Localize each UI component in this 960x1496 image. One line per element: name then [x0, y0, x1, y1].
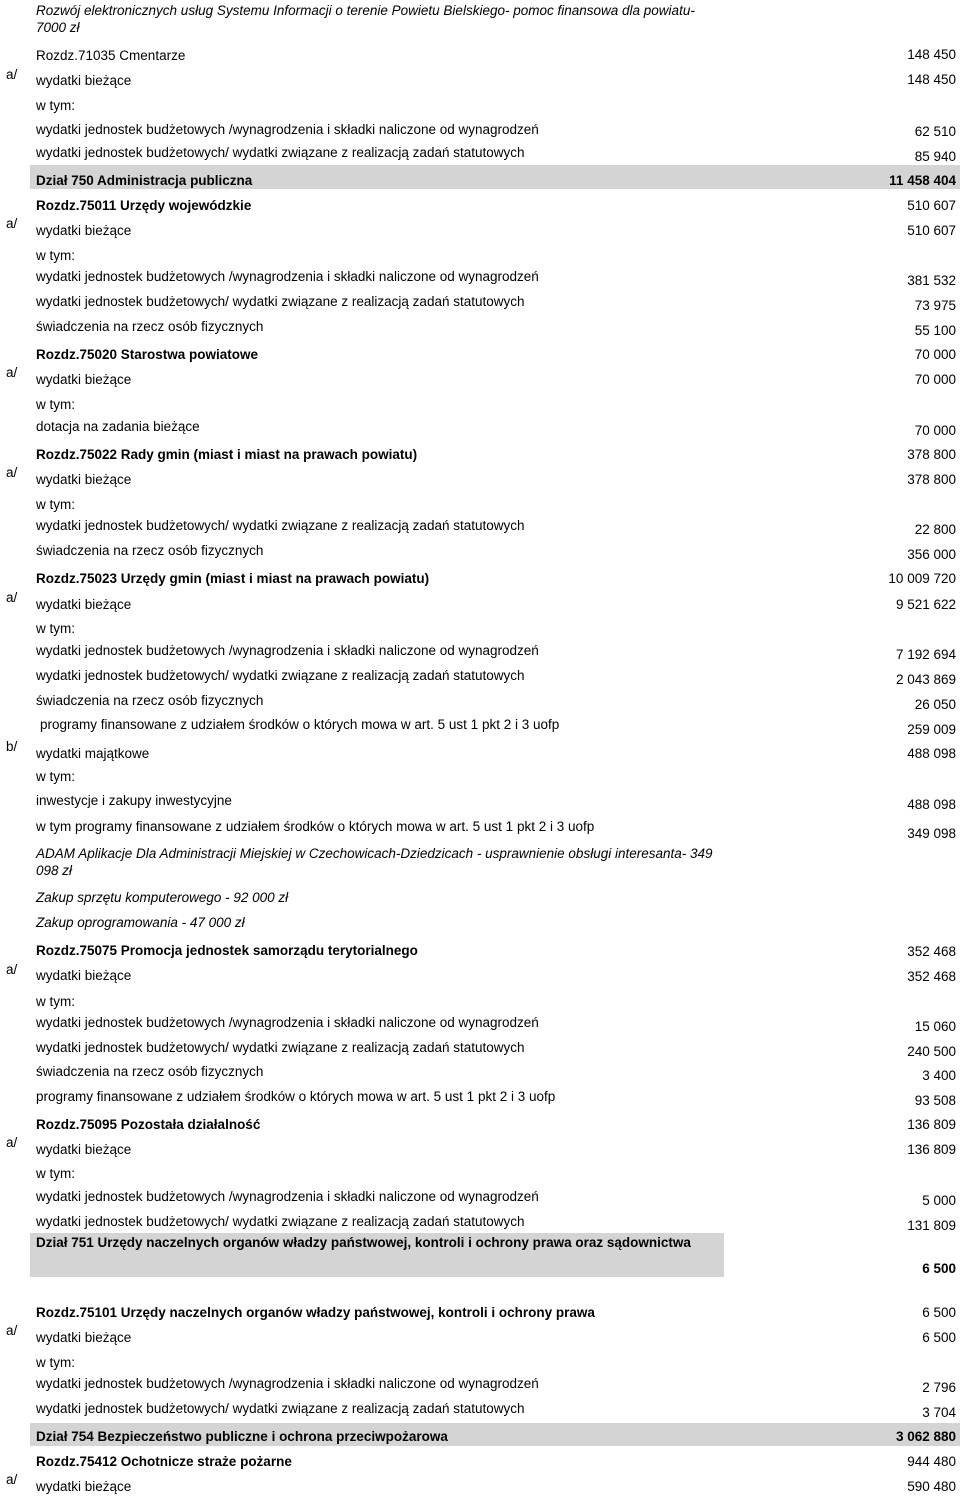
row-label: w tym: [36, 497, 75, 512]
row-amount: 6 500 [922, 1330, 956, 1345]
row-label: w tym programy finansowane z udziałem środków o których mowa w art. 5 ust 1 pkt 2 i 3 uofp [36, 819, 595, 834]
section-heading: Rozdz.75011 Urzędy wojewódzkie [36, 198, 252, 213]
row-label: Zakup sprzętu komputerowego - 92 000 zł [36, 890, 289, 905]
row-label: świadczenia na rzecz osób fizycznych [36, 693, 264, 708]
section-heading: Dział 751 Urzędy naczelnych organów władzy państwowej, kontroli i ochrony prawa oraz sądownictwa [36, 1235, 691, 1250]
row-amount: 148 450 [907, 72, 956, 87]
row-label: Rozwój elektronicznych usług Systemu Informacji o terenie Powietu Bielskiego- pomoc finansowa dla powiatu- 7000 zł [36, 3, 695, 35]
row-label: w tym: [36, 1355, 75, 1370]
row-label: ADAM Aplikacje Dla Administracji Miejskiej w Czechowicach-Dziedzicach - usprawnienie obsługi interesanta- 349 098 zł [36, 846, 713, 878]
row-label: wydatki bieżące [36, 73, 132, 88]
row-label: świadczenia na rzecz osób fizycznych [36, 543, 264, 558]
row-amount: 15 060 [914, 1019, 956, 1034]
row-amount: 136 809 [907, 1117, 956, 1132]
row-label: wydatki jednostek budżetowych/ wydatki związane z realizacją zadań statutowych [36, 294, 525, 309]
row-label: wydatki jednostek budżetowych /wynagrodzenia i składki naliczone od wynagrodzeń [36, 643, 539, 658]
row-label: Rozdz.71035 Cmentarze [36, 48, 186, 63]
row-amount: 2 796 [922, 1380, 956, 1395]
row-amount: 73 975 [914, 298, 956, 313]
row-amount: 3 062 880 [895, 1429, 956, 1444]
group-marker: a/ [6, 962, 18, 977]
group-marker: a/ [6, 1135, 18, 1150]
row-label: wydatki bieżące [36, 1479, 132, 1494]
row-amount: 488 098 [907, 746, 956, 761]
group-marker: a/ [6, 216, 18, 231]
row-label: świadczenia na rzecz osób fizycznych [36, 1064, 264, 1079]
row-label: wydatki jednostek budżetowych/ wydatki związane z realizacją zadań statutowych [36, 518, 525, 533]
section-heading: Rozdz.75101 Urzędy naczelnych organów władzy państwowej, kontroli i ochrony prawa [36, 1305, 595, 1320]
row-label: świadczenia na rzecz osób fizycznych [36, 319, 264, 334]
group-marker: a/ [6, 1472, 18, 1487]
row-label: w tym: [36, 769, 75, 784]
row-amount: 6 500 [922, 1305, 956, 1320]
row-amount: 70 000 [914, 347, 956, 362]
row-amount: 352 468 [907, 969, 956, 984]
row-label: wydatki jednostek budżetowych /wynagrodzenia i składki naliczone od wynagrodzeń [36, 1189, 539, 1204]
row-label: w tym: [36, 248, 75, 263]
row-label: wydatki bieżące [36, 472, 132, 487]
row-label: w tym: [36, 621, 75, 636]
group-marker: a/ [6, 590, 18, 605]
row-label: programy finansowane z udziałem środków o których mowa w art. 5 ust 1 pkt 2 i 3 uofp [40, 717, 560, 732]
row-label: wydatki bieżące [36, 597, 132, 612]
row-amount: 70 000 [914, 423, 956, 438]
row-label: wydatki bieżące [36, 1142, 132, 1157]
row-amount: 148 450 [907, 47, 956, 62]
row-amount: 11 458 404 [889, 173, 956, 188]
row-label: wydatki jednostek budżetowych/ wydatki związane z realizacją zadań statutowych [36, 1040, 525, 1055]
row-amount: 590 480 [907, 1479, 956, 1494]
section-heading: Rozdz.75022 Rady gmin (miast i miast na prawach powiatu) [36, 447, 418, 462]
row-amount: 356 000 [907, 547, 956, 562]
row-label: wydatki jednostek budżetowych/ wydatki związane z realizacją zadań statutowych [36, 1214, 525, 1229]
row-label: wydatki jednostek budżetowych/ wydatki związane z realizacją zadań statutowych [36, 668, 525, 683]
row-amount: 26 050 [914, 697, 956, 712]
row-label: wydatki jednostek budżetowych /wynagrodzenia i składki naliczone od wynagrodzeń [36, 1376, 539, 1391]
row-amount: 62 510 [914, 124, 956, 139]
row-amount: 349 098 [907, 826, 956, 841]
section-heading: Rozdz.75020 Starostwa powiatowe [36, 347, 259, 362]
row-amount: 136 809 [907, 1142, 956, 1157]
row-label: inwestycje i zakupy inwestycyjne [36, 793, 232, 808]
row-amount: 381 532 [907, 273, 956, 288]
row-amount: 352 468 [907, 944, 956, 959]
row-amount: 240 500 [907, 1044, 956, 1059]
section-heading: Dział 750 Administracja publiczna [36, 173, 253, 188]
group-marker: a/ [6, 67, 18, 82]
row-amount: 510 607 [907, 223, 956, 238]
group-marker: b/ [6, 739, 18, 754]
row-amount: 9 521 622 [895, 597, 956, 612]
row-amount: 378 800 [907, 447, 956, 462]
row-label: w tym: [36, 1166, 75, 1181]
row-amount: 259 009 [907, 722, 956, 737]
row-amount: 10 009 720 [888, 571, 956, 586]
row-amount: 378 800 [907, 472, 956, 487]
row-amount: 131 809 [907, 1218, 956, 1233]
row-label: wydatki bieżące [36, 223, 132, 238]
row-amount: 2 043 869 [895, 672, 956, 687]
row-label: w tym: [36, 98, 75, 113]
section-heading: Rozdz.75023 Urzędy gmin (miast i miast na prawach powiatu) [36, 571, 430, 586]
group-marker: a/ [6, 465, 18, 480]
section-heading: Dział 754 Bezpieczeństwo publiczne i ochrona przeciwpożarowa [36, 1429, 448, 1444]
row-amount: 93 508 [914, 1093, 956, 1108]
row-label: w tym: [36, 397, 75, 412]
row-amount: 7 192 694 [895, 647, 956, 662]
row-amount: 55 100 [914, 323, 956, 338]
row-label: Zakup oprogramowania - 47 000 zł [36, 915, 245, 930]
row-amount: 6 500 [922, 1261, 956, 1276]
row-label: wydatki jednostek budżetowych /wynagrodzenia i składki naliczone od wynagrodzeń [36, 1015, 539, 1030]
row-label: wydatki bieżące [36, 968, 132, 983]
row-label: wydatki jednostek budżetowych /wynagrodzenia i składki naliczone od wynagrodzeń [36, 122, 539, 137]
row-label: wydatki jednostek budżetowych /wynagrodzenia i składki naliczone od wynagrodzeń [36, 269, 539, 284]
row-label: wydatki jednostek budżetowych/ wydatki związane z realizacją zadań statutowych [36, 1401, 525, 1416]
row-label: dotacja na zadania bieżące [36, 419, 200, 434]
row-amount: 5 000 [922, 1193, 956, 1208]
group-marker: a/ [6, 1323, 18, 1338]
group-marker: a/ [6, 365, 18, 380]
row-amount: 22 800 [914, 522, 956, 537]
row-amount: 85 940 [914, 149, 956, 164]
row-label: wydatki bieżące [36, 372, 132, 387]
row-label: programy finansowane z udziałem środków o których mowa w art. 5 ust 1 pkt 2 i 3 uofp [36, 1089, 556, 1104]
row-label: wydatki bieżące [36, 1330, 132, 1345]
section-heading: Rozdz.75095 Pozostała działalność [36, 1117, 261, 1132]
row-label: wydatki majątkowe [36, 746, 150, 761]
row-label: w tym: [36, 994, 75, 1009]
row-amount: 3 704 [922, 1405, 956, 1420]
row-amount: 3 400 [922, 1068, 956, 1083]
row-amount: 488 098 [907, 797, 956, 812]
section-heading: Rozdz.75075 Promocja jednostek samorządu terytorialnego [36, 943, 418, 958]
row-amount: 70 000 [914, 372, 956, 387]
row-amount: 510 607 [907, 198, 956, 213]
row-label: wydatki jednostek budżetowych/ wydatki związane z realizacją zadań statutowych [36, 145, 525, 160]
section-heading: Rozdz.75412 Ochotnicze straże pożarne [36, 1454, 292, 1469]
row-amount: 944 480 [907, 1454, 956, 1469]
